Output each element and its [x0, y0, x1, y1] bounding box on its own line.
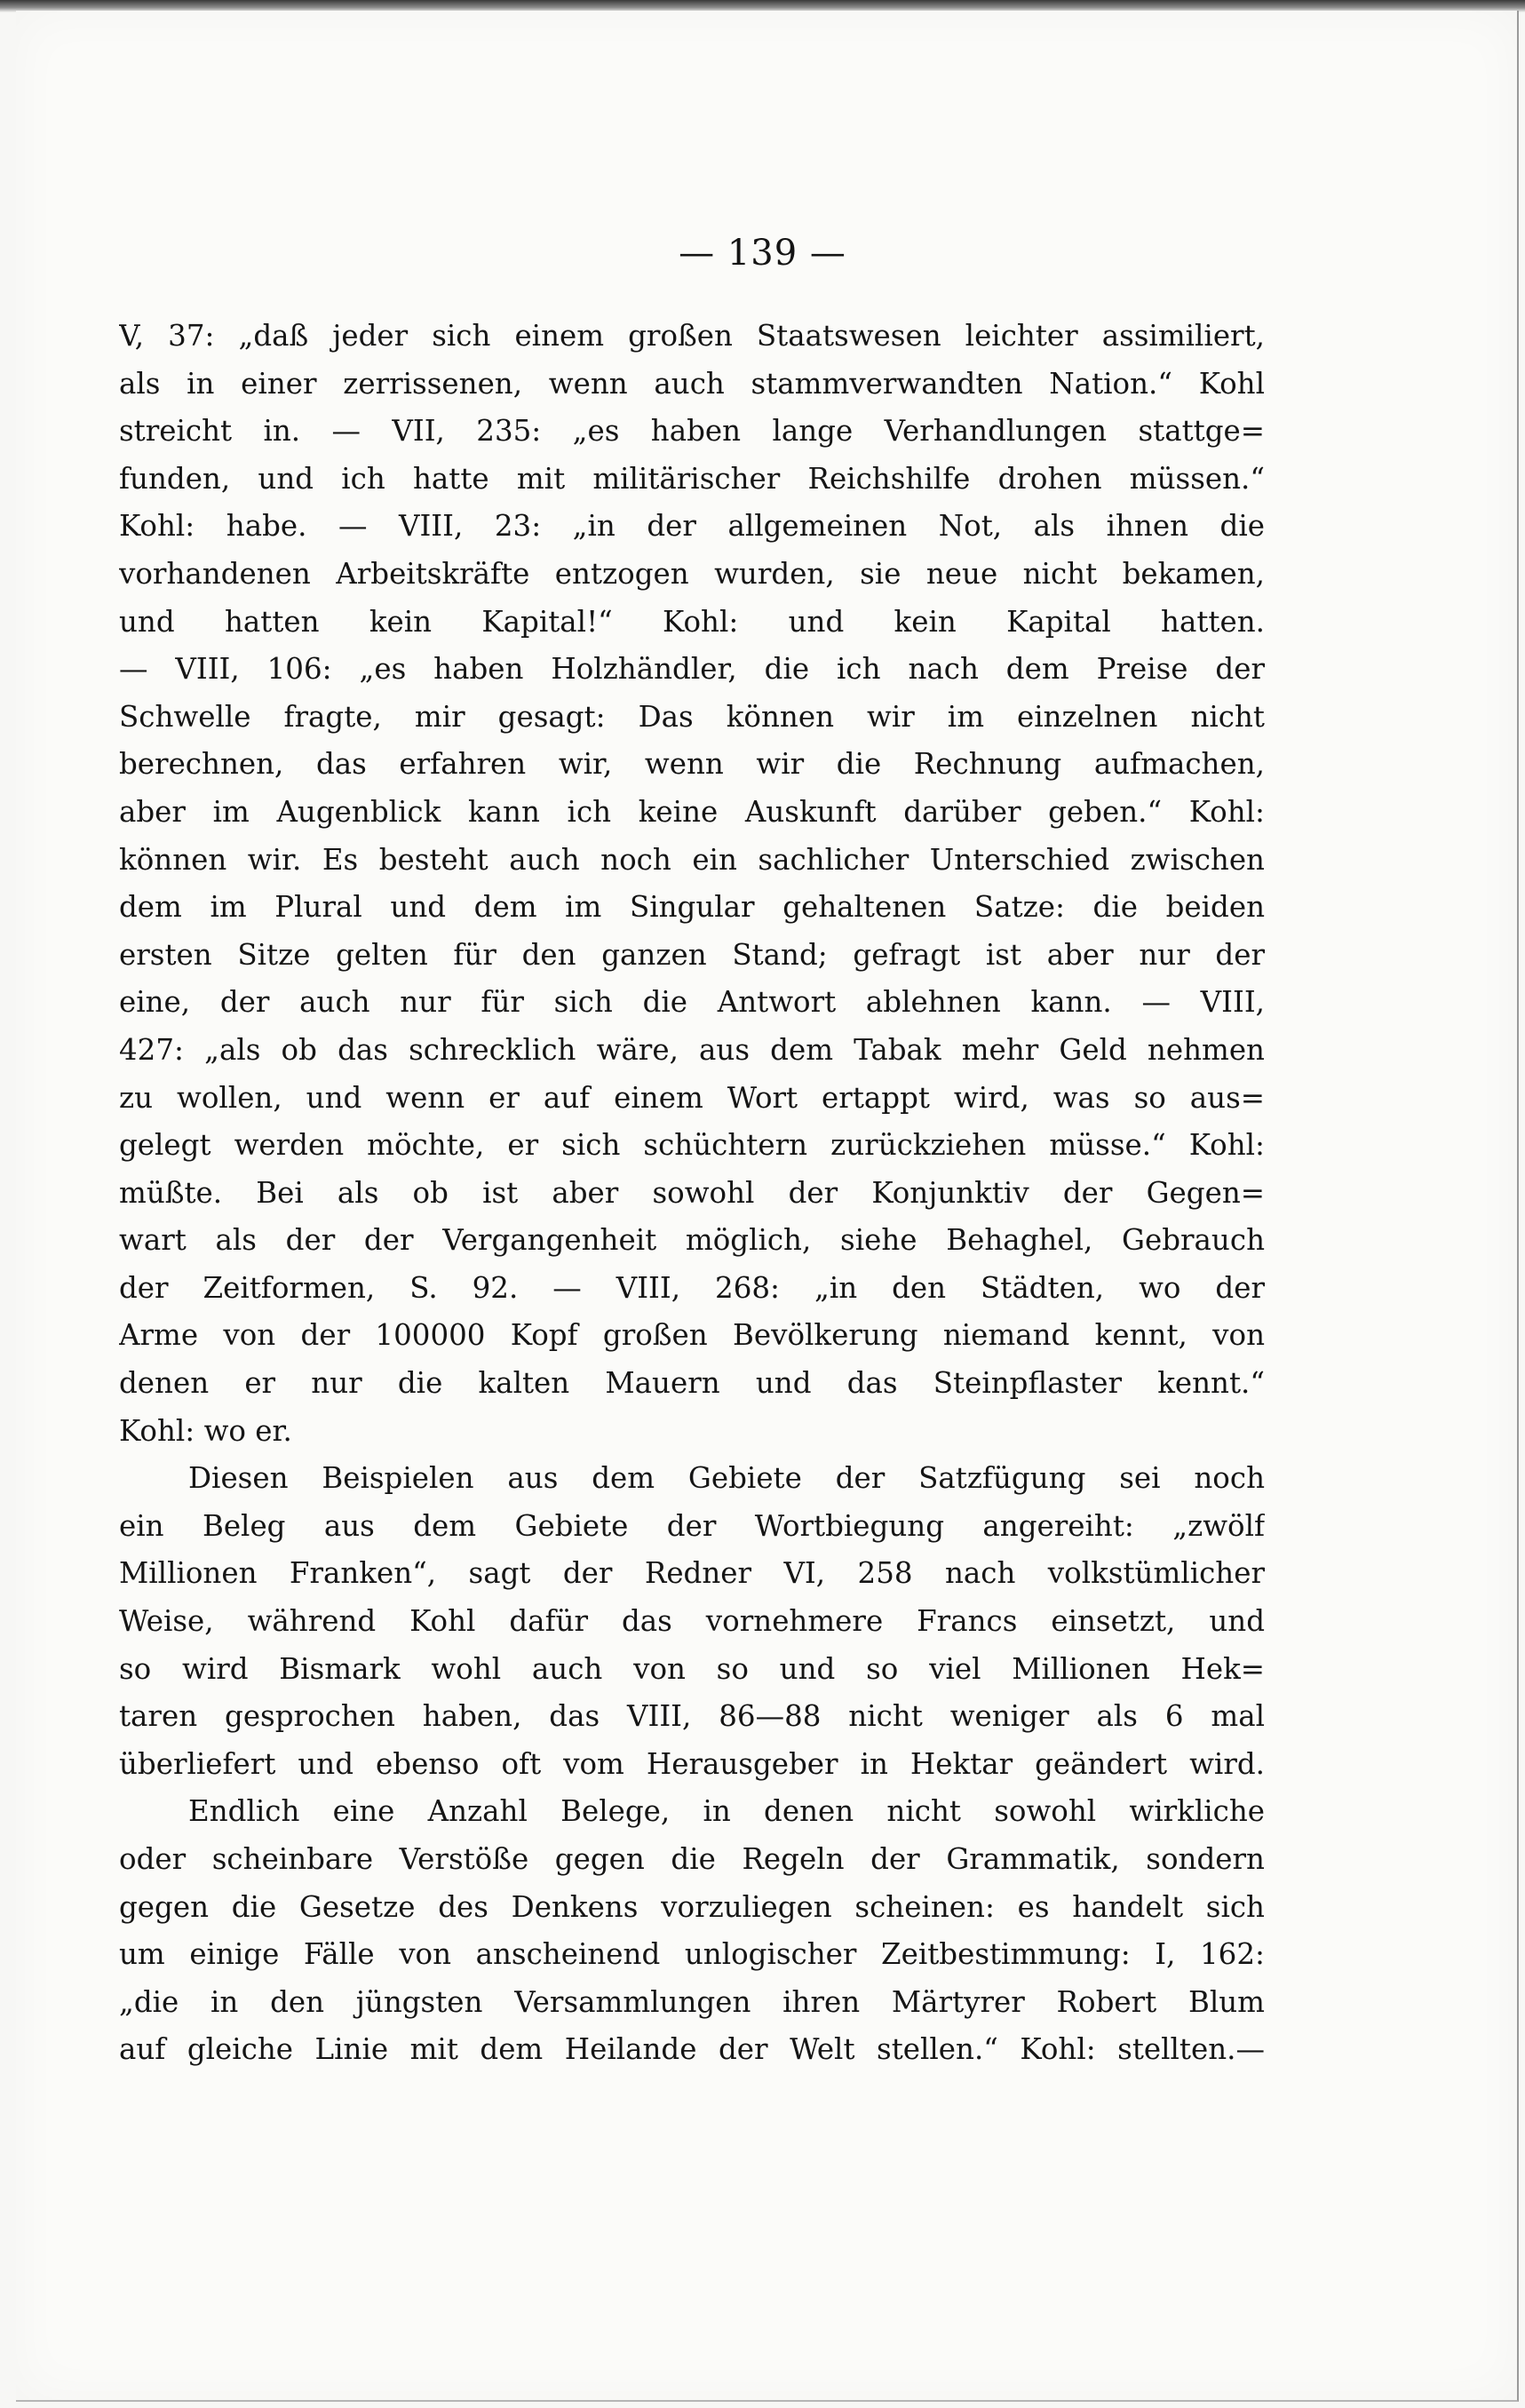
text-line: funden, und ich hatte mit militärischer Reichshilfe drohen müssen.“ [119, 461, 1265, 496]
text-line: eine, der auch nur für sich die Antwort ablehnen kann. — VIII, [119, 985, 1265, 1020]
text-line: Kohl: habe. — VIII, 23: „in der allgemeinen Not, als ihnen die [119, 509, 1265, 544]
text-line: Weise, während Kohl dafür das vornehmere Francs einsetzt, und [119, 1604, 1265, 1639]
text-line: taren gesprochen haben, das VIII, 86—88 nicht weniger als 6 mal [119, 1699, 1265, 1734]
text-line: gelegt werden möchte, er sich schüchtern zurückziehen müsse.“ Kohl: [119, 1128, 1265, 1163]
text-line: oder scheinbare Verstöße gegen die Regeln der Grammatik, sondern [119, 1842, 1265, 1876]
text-line: „die in den jüngsten Versammlungen ihren Märtyrer Robert Blum [119, 1984, 1265, 2019]
text-line: müßte. Bei als ob ist aber sowohl der Konjunktiv der Gegen= [119, 1175, 1265, 1210]
text-line: — VIII, 106: „es haben Holzhändler, die ich nach dem Preise der [119, 652, 1265, 687]
page-body-text [119, 313, 1265, 2074]
text-line: als in einer zerrissenen, wenn auch stammverwandten Nation.“ Kohl [119, 366, 1265, 401]
text-line: V, 37: „daß jeder sich einem großen Staatswesen leichter assimiliert, [119, 319, 1265, 353]
text-line: Diesen Beispielen aus dem Gebiete der Satzfügung sei noch [188, 1461, 1265, 1496]
text-line: berechnen, das erfahren wir, wenn wir die Rechnung aufmachen, [119, 747, 1265, 782]
text-line: gegen die Gesetze des Denkens vorzuliegen scheinen: es handelt sich [119, 1889, 1265, 1924]
paragraph-3 [119, 1788, 1265, 2074]
text-line: ein Beleg aus dem Gebiete der Wortbiegung angereiht: „zwölf [119, 1508, 1265, 1543]
text-line: dem im Plural und dem im Singular gehaltenen Satze: die beiden [119, 890, 1265, 925]
text-line: Kohl: wo er. [119, 1413, 292, 1448]
paragraph-2 [119, 1455, 1265, 1788]
text-line: und hatten kein Kapital!“ Kohl: und kein Kapital hatten. [119, 604, 1265, 639]
text-line: überliefert und ebenso oft vom Herausgeber in Hektar geändert wird. [119, 1746, 1265, 1781]
text-line: um einige Fälle von anscheinend unlogischer Zeitbestimmung: I, 162: [119, 1937, 1265, 1972]
text-line: Arme von der 100000 Kopf großen Bevölkerung niemand kennt, von [119, 1318, 1265, 1353]
text-line: wart als der der Vergangenheit möglich, siehe Behaghel, Gebrauch [119, 1223, 1265, 1258]
paragraph-1 [119, 313, 1265, 1455]
text-line: auf gleiche Linie mit dem Heilande der Welt stellen.“ Kohl: stellten.— [119, 2032, 1265, 2067]
text-line: vorhandenen Arbeitskräfte entzogen wurden, sie neue nicht bekamen, [119, 556, 1265, 591]
text-line: aber im Augenblick kann ich keine Auskunft darüber geben.“ Kohl: [119, 794, 1265, 829]
text-line: so wird Bismark wohl auch von so und so viel Millionen Hek= [119, 1651, 1265, 1686]
text-line: ersten Sitze gelten für den ganzen Stand; gefragt ist aber nur der [119, 937, 1265, 972]
text-line: zu wollen, und wenn er auf einem Wort ertappt wird, was so aus= [119, 1080, 1265, 1115]
text-line: Endlich eine Anzahl Belege, in denen nicht sowohl wirkliche [188, 1794, 1265, 1829]
text-line: Millionen Franken“, sagt der Redner VI, 258 nach volkstümlicher [119, 1556, 1265, 1591]
text-line: streicht in. — VII, 235: „es haben lange Verhandlungen stattge= [119, 414, 1265, 449]
page-number: — 139 — [679, 233, 846, 274]
text-line: können wir. Es besteht auch noch ein sachlicher Unterschied zwischen [119, 842, 1265, 877]
text-line: 427: „als ob das schrecklich wäre, aus dem Tabak mehr Geld nehmen [119, 1032, 1265, 1067]
text-line: denen er nur die kalten Mauern und das Steinpflaster kennt.“ [119, 1366, 1265, 1401]
text-line: Schwelle fragte, mir gesagt: Das können wir im einzelnen nicht [119, 699, 1265, 734]
text-line: der Zeitformen, S. 92. — VIII, 268: „in den Städten, wo der [119, 1270, 1265, 1305]
